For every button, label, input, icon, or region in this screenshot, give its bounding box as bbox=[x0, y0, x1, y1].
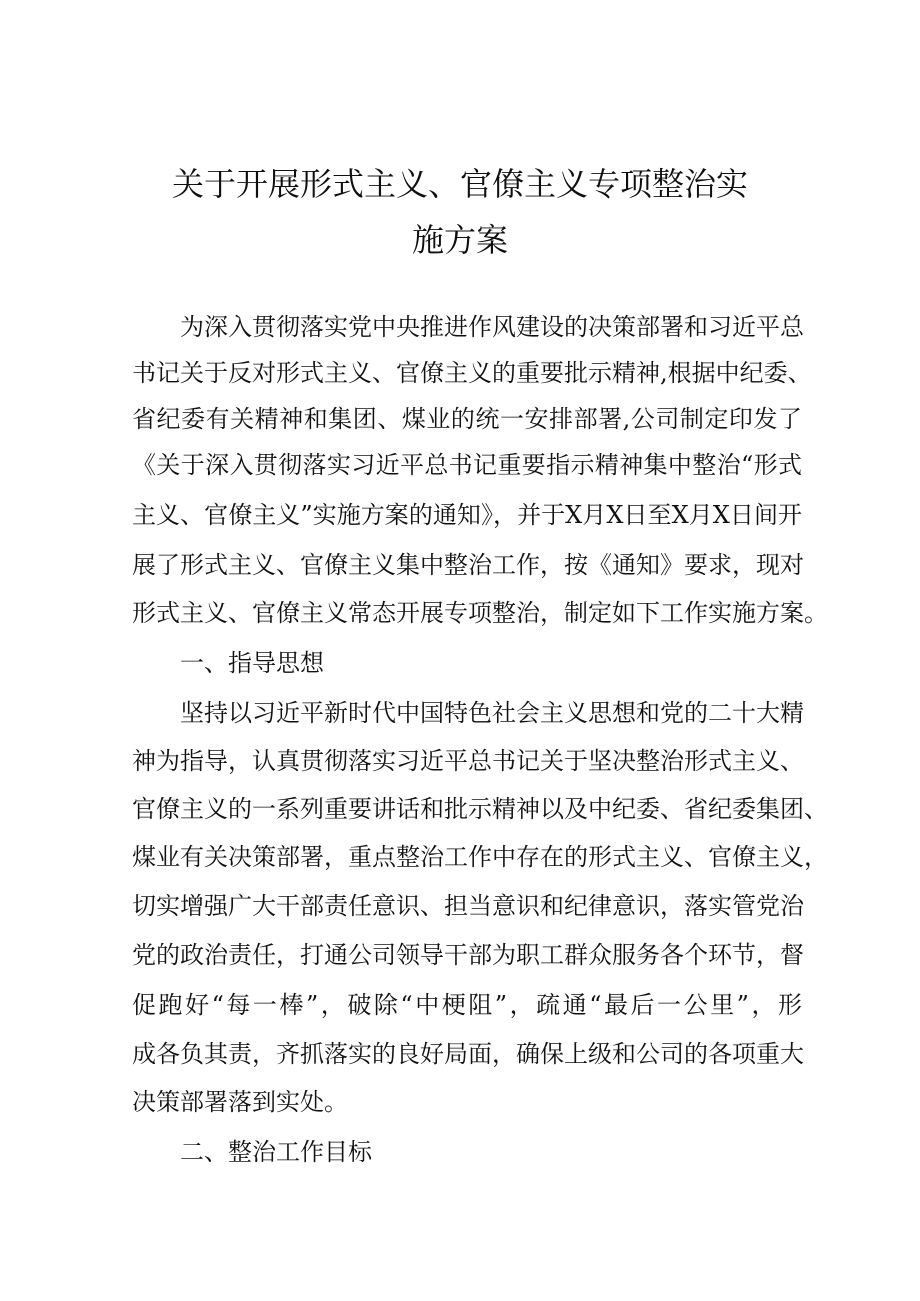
section-1-line-9: 决策部署落到实处。 bbox=[132, 1088, 348, 1116]
section-2-heading: 二、整治工作目标 bbox=[180, 1138, 372, 1166]
intro-line-2: 书记关于反对形式主义、官僚主义的重要批示精神,根据中纪委、 bbox=[132, 359, 812, 387]
intro-line-1: 为深入贯彻落实党中央推进作风建设的决策部署和习近平总 bbox=[180, 313, 804, 341]
section-1-line-7: 促跑好“每一棒”，破除“中梗阻”，疏通“最后一公里”，形 bbox=[132, 991, 802, 1019]
section-1-line-1: 坚持以习近平新时代中国特色社会主义思想和党的二十大精 bbox=[180, 699, 804, 727]
intro-line-4: 《关于深入贯彻落实习近平总书记重要指示精神集中整治“形式 bbox=[132, 451, 802, 479]
document-title bbox=[120, 156, 800, 268]
intro-line-3: 省纪委有关精神和集团、煤业的统一安排部署,公司制定印发了 bbox=[132, 405, 802, 433]
section-1-line-6: 党的政治责任，打通公司领导干部为职工群众服务各个环节，督 bbox=[132, 941, 804, 969]
intro-line-6: 展了形式主义、官僚主义集中整治工作，按《通知》要求，现对 bbox=[132, 551, 804, 579]
section-1-line-8: 成各负其责，齐抓落实的良好局面，确保上级和公司的各项重大 bbox=[132, 1040, 804, 1068]
title-line-2: 施方案 bbox=[411, 221, 508, 259]
section-1-line-2: 神为指导，认真贯彻落实习近平总书记关于坚决整治形式主义、 bbox=[132, 747, 804, 775]
title-line-1: 关于开展形式主义、官僚主义专项整治实 bbox=[171, 165, 748, 203]
section-1-line-4: 煤业有关决策部署，重点整治工作中存在的形式主义、官僚主义， bbox=[132, 843, 828, 871]
intro-line-7: 形式主义、官僚主义常态开展专项整治，制定如下工作实施方案。 bbox=[132, 599, 828, 627]
section-1-line-5: 切实增强广大干部责任意识、担当意识和纪律意识，落实管党治 bbox=[132, 892, 804, 920]
section-1-line-3: 官僚主义的一系列重要讲话和批示精神以及中纪委、省纪委集团、 bbox=[132, 795, 828, 823]
intro-line-5: 主义、官僚主义”实施方案的通知》，并于X月X日至X月X日间开 bbox=[132, 501, 802, 529]
section-1-heading: 一、指导思想 bbox=[180, 649, 324, 677]
